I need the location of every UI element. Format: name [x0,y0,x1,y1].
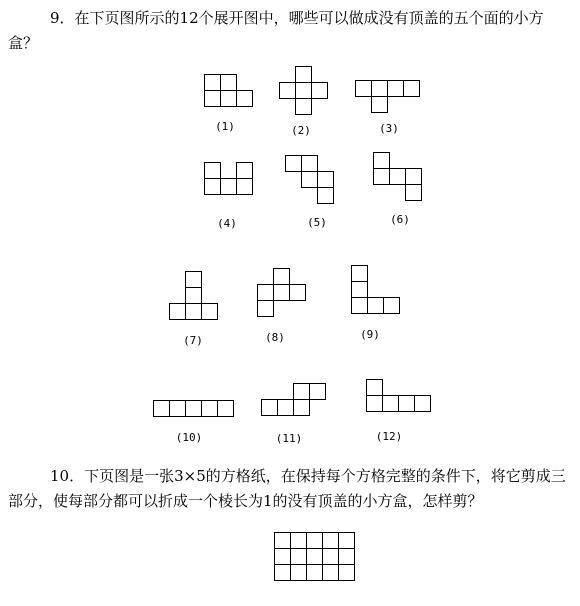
net-7-cell-1 [186,272,202,288]
net-1-cell-2 [221,75,237,91]
net-6-cell-3 [390,169,406,185]
net-1-cell-5 [237,91,253,107]
grid-cell [307,549,323,565]
net-12-cell-1 [367,380,383,396]
net-9-cell-3 [352,298,368,314]
net-8-cell-2 [258,285,274,301]
question-10-text: 10．下页图是一张3×5的方格纸，在保持每个方格完整的条件下，将它剪成三部分，使每部分都可以折成一个棱长为1的没有顶盖的小方盒，怎样剪？ [8,467,566,510]
net-figure-8-shape [257,268,307,318]
net-9-cell-4 [368,298,384,314]
net-3-cell-5 [372,97,388,113]
net-2-cell-5 [296,99,312,115]
net-9-cell-2 [352,282,368,298]
net-12-cell-2 [367,396,383,412]
net-8-cell-1 [274,269,290,285]
net-1-cell-3 [205,91,221,107]
net-6-cell-2 [374,169,390,185]
net-2-cell-3 [296,83,312,99]
net-figure-4-shape [204,162,254,196]
net-5-cell-5 [318,188,334,204]
net-figure-4-label: (4) [217,217,237,230]
net-5-cell-4 [318,172,334,188]
net-figure-7-label: (7) [183,334,203,347]
net-3-cell-1 [356,81,372,97]
net-8-cell-3 [274,285,290,301]
net-figure-7-shape [169,271,219,321]
net-6-cell-1 [374,153,390,169]
net-2-cell-2 [280,83,296,99]
net-12-cell-5 [415,396,431,412]
grid-paper-3x5 [274,532,356,586]
net-figure-9-label: (9) [360,328,380,341]
net-3-cell-4 [404,81,420,97]
grid-cell [307,533,323,549]
net-figure-6-label: (6) [390,213,410,226]
grid-cell [275,549,291,565]
net-5-cell-3 [302,172,318,188]
net-3-cell-2 [372,81,388,97]
grid-cell [323,565,339,581]
grid-cell [291,565,307,581]
net-figure-2-label: (2) [291,124,311,137]
grid-cell [291,533,307,549]
net-3-cell-3 [388,81,404,97]
net-10-cell-2 [170,401,186,417]
net-8-cell-4 [290,285,306,301]
grid-cell [339,533,355,549]
grid-paper-shape [274,532,356,582]
grid-cell [307,565,323,581]
net-7-cell-5 [202,304,218,320]
grid-cell [291,549,307,565]
net-4-cell-2 [237,163,253,179]
net-figure-8-label: (8) [265,331,285,344]
net-11-cell-4 [278,400,294,416]
grid-cell [339,565,355,581]
net-11-cell-2 [310,384,326,400]
net-figure-5-label: (5) [307,216,327,229]
net-7-cell-3 [170,304,186,320]
net-4-cell-5 [237,179,253,195]
net-figure-9-shape [351,265,401,315]
net-11-cell-1 [294,384,310,400]
net-5-cell-2 [302,156,318,172]
net-figure-5-shape [285,155,335,205]
net-8-cell-5 [258,301,274,317]
net-1-cell-4 [221,91,237,107]
net-figure-6-shape [373,152,423,202]
net-6-cell-4 [406,169,422,185]
net-figure-10-label: (10) [175,431,203,444]
net-4-cell-3 [205,179,221,195]
net-4-cell-4 [221,179,237,195]
grid-cell [339,549,355,565]
net-10-cell-5 [218,401,234,417]
net-9-cell-5 [384,298,400,314]
net-figure-12-shape [366,379,432,413]
net-10-cell-1 [154,401,170,417]
grid-cell [323,549,339,565]
net-10-cell-4 [202,401,218,417]
net-figure-12-label: (12) [375,430,403,443]
net-figure-1-shape [204,74,254,108]
net-figure-3-label: (3) [379,122,399,135]
net-12-cell-3 [383,396,399,412]
grid-cell [275,533,291,549]
net-figure-3-shape [355,80,421,114]
net-6-cell-5 [406,185,422,201]
net-11-cell-3 [262,400,278,416]
net-9-cell-1 [352,266,368,282]
net-1-cell-1 [205,75,221,91]
net-figure-2-shape [279,66,329,116]
net-7-cell-2 [186,288,202,304]
net-7-cell-4 [186,304,202,320]
net-figure-11-label: (11) [275,432,303,445]
net-5-cell-1 [286,156,302,172]
grid-cell [323,533,339,549]
grid-cell [275,565,291,581]
net-figure-1-label: (1) [215,120,235,133]
net-figure-11-shape [261,383,327,417]
net-2-cell-4 [312,83,328,99]
net-11-cell-5 [294,400,310,416]
question-9-text: 9．在下页图所示的12个展开图中，哪些可以做成没有顶盖的五个面的小方盒？ [8,9,544,52]
net-10-cell-3 [186,401,202,417]
net-2-cell-1 [296,67,312,83]
net-figure-10-shape [153,400,235,418]
net-12-cell-4 [399,396,415,412]
net-4-cell-1 [205,163,221,179]
